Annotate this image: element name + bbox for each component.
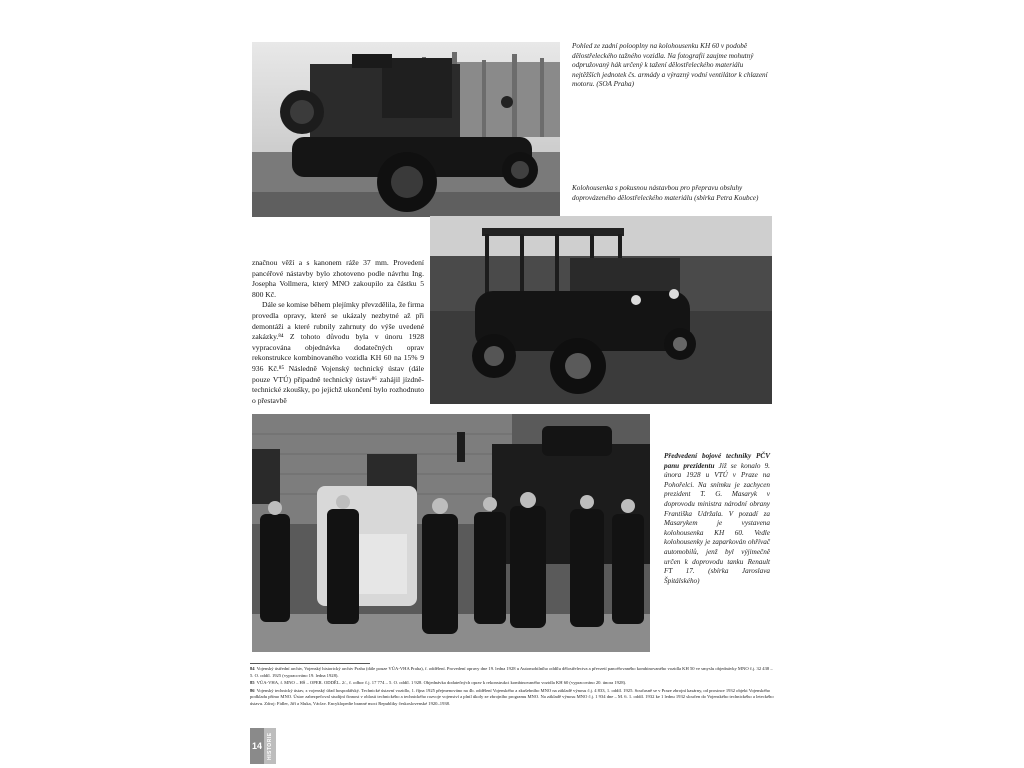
book-page (250, 38, 774, 764)
tractor-cabin-image (430, 216, 772, 404)
caption-photo-2: Kolohousenka s pokusnou nástavbou pro přepravu obsluhy doprovázeného dělostřeleckého materiálu (sbírka Petra Koubce) (572, 184, 759, 202)
section-label: HISTORIE (264, 728, 276, 764)
body-paragraph-2: Dále se komise během plejímky převzdělila, že firma provedla opravy, které se ukázaly nezbytné až při demontáži a které rubnily zahrnuty do výše uvedené zakázky.⁸⁴ Z tohoto důvodu byla v únoru 1928 vypracována objednávka dodatečných oprav rekonstrukce kombinovaného vozidla KH 60 na 15% 9 936 Kč.⁸⁵ Následně Vojenský technický ústav (dále pouze VTÚ) připadně technický ústav⁸⁶ zahájil jízdně-technické zkoušky, po jejichž ukončení bylo rozhodnuto o přestavbě (252, 300, 424, 405)
photo-president-inspection (252, 414, 650, 652)
caption-photo-3 (664, 452, 770, 586)
page-number: 14 (250, 728, 264, 764)
footnote-rule (250, 663, 370, 664)
caption-photo-3-lead: Předvedení bojové techniky PČV panu prezidentu (664, 452, 770, 470)
president-inspection-image (252, 414, 650, 652)
tractor-rear-image (252, 42, 560, 217)
body-text-column (252, 258, 424, 406)
footnote-86: 86 Vojenský technický ústav, z vojenský úřad hospodářský. Technické ústavní vozidlo, 1. října 1925 přejmenováno na 4b. oddělení Vojenského a zkušebního MNO na základě výnosu č.j. 4 833, 1. oddíl. 1925. Současně se v Praze zbrojní kasárny, od prosince 1932 objekt Vojenského podkladu přímo MNO. Ústav zabezpečoval studijní činnost v oblasti technického a technického rozvoje vojenství a plnil úkoly ze zbrojního programu MNO. Na základě výnosu MNO č.j. 1 934 dne – M. 6. 1. oddíl. 1932 ke 1 lednu 1932 sloučen do Vojenského technického a leteckého ústavu. Zdroj: Fidler, Jiří a Sluka, Václav. Encyklopedie branné moci Republiky československé 1920–1938. (250, 687, 774, 706)
body-paragraph-1: značnou věží a s kanonem ráže 37 mm. Provedení pancéřové nástavby bylo zhotoveno podle návrhu Ing. Josepha Vollmera, který MNO zakoupilo za částku 5 800 Kč. (252, 258, 424, 299)
photo-tractor-cabin (430, 216, 772, 404)
photo-tractor-rear (252, 42, 560, 217)
footnote-84: 84 Vojenský ústřední archiv, Vojenský historický archiv Praha (dále pouze VÚA-VHA Praha), f. oddělení. Provedení opravy dne 19. ledna 1928 u Automobilního oddílu dělostřelectva a převzetí pancéřovaného kombinovaného vozidla KH 50 ve smyslu objednávky MNO č.j. 32 438 – 5. O. oddíl. 1925 (vypracováno 19. ledna 1928). (250, 666, 773, 678)
footnote-85: 85 VÚA-VHA, f. MNO – HŠ – OPER. ODDĚL. 2/., č. odbor č.j. 17 774 – 5. O. oddíl. 1 928. Objednávka dodatečných oprav k rekonstrukci kombinovaného vozidla KH 60 (vypracováno 20. února 1928). (250, 680, 627, 686)
footnotes (250, 663, 774, 709)
caption-photo-1: Pohled ze zadní polooplny na kolohousenku KH 60 v podobě dělostřeleckého tažného vozidla. Na fotografii zaujme mohutný odpružovaný hák určený k tažení dělostřeleckého materiálu nejtěžších jednotek čs. armády a výrazný vodní ventilátor k chlazení motoru. (SOA Praha) (572, 42, 768, 89)
caption-photo-3-text: Již se konalo 9. února 1928 u VTÚ v Praze na Pohořelci. Na snímku je zachycen prezident T. G. Masaryk v doprovodu ministra národní obrany Františka Udržala. V pozadí za Masarykem je vystavena kolohousenka KH 60. Vedle kolohousenky je zaparkován ohřívač automobilů, jenž byl výjimečně určen k doprovodu tanku Renault FT 17. (sbírka Jaroslava Špitálského) (664, 461, 770, 585)
